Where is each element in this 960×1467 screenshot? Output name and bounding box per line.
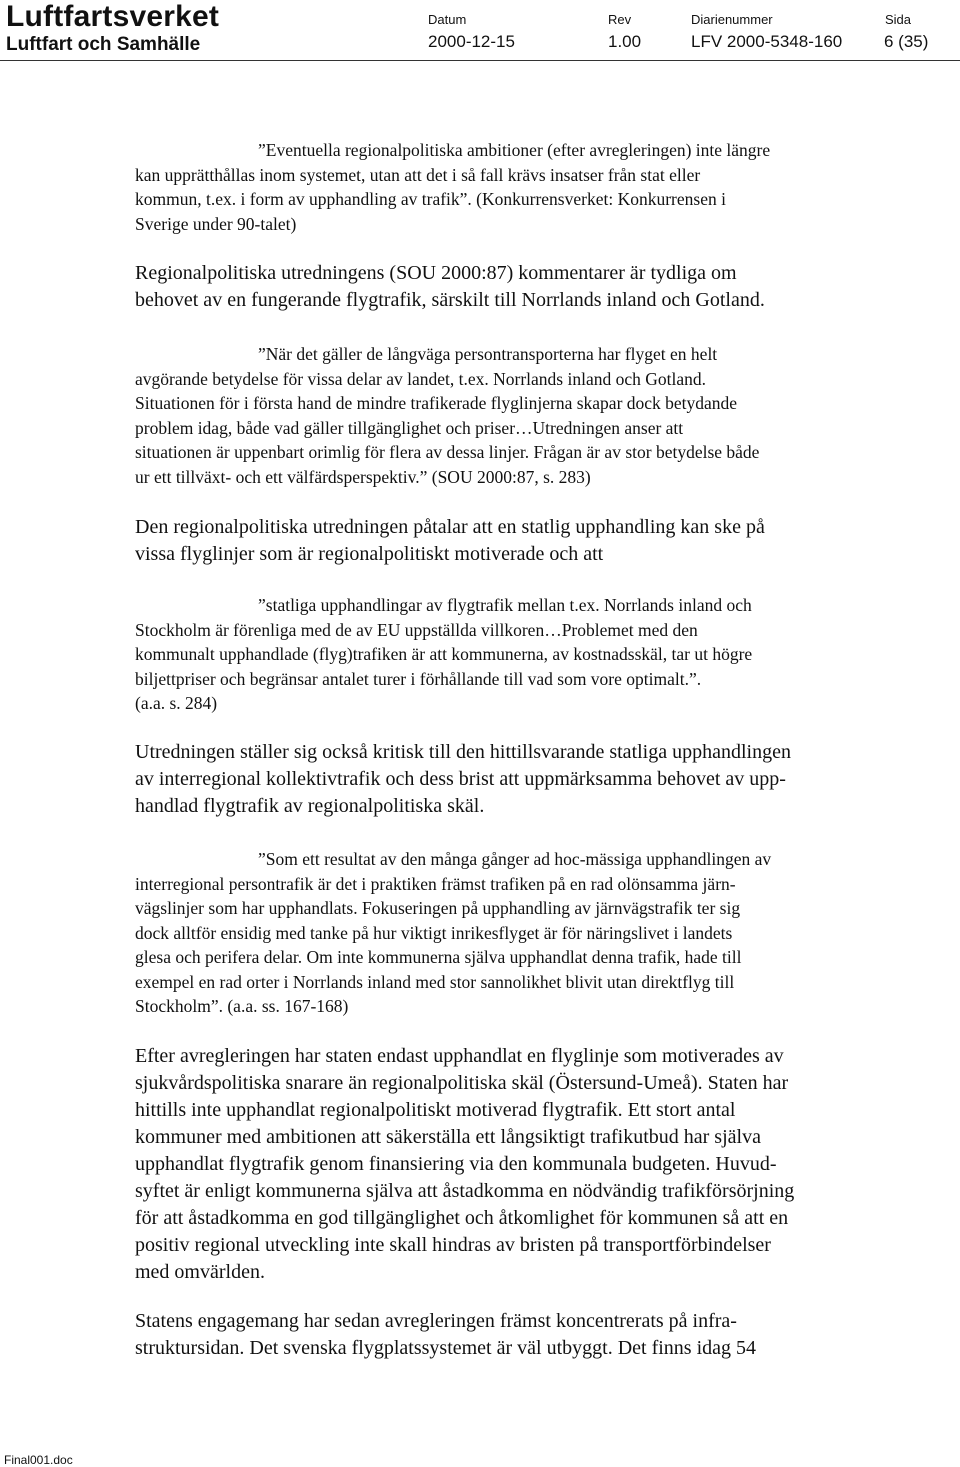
text-line: dock alltför ensidig med tanke på hur viktigt inrikesflyget är för näringslivet i landets	[135, 922, 733, 943]
text-line: av interregional kollektivtrafik och dess brist att uppmärksamma behovet av upp-	[135, 768, 786, 790]
text-line: situationen är uppenbart orimlig för flera av dessa linjer. Frågan är av stor betydelse både	[135, 442, 760, 462]
text-line: kommun, t.ex. i form av upphandling av trafik”. (Konkurrensverket: Konkurrensen i	[135, 189, 726, 209]
text-line: problem idag, både vad gäller tillgänglighet och priser…Utredningen anser att	[135, 417, 684, 438]
text-line: kommuner med ambitionen att säkerställa ett långsiktigt trafikutbud har själva	[135, 1126, 761, 1148]
text-line: Situationen för i första hand de mindre trafikerade flyglinjerna skapar dock betydande	[135, 393, 738, 413]
text-line: ”Som ett resultat av den många gånger ad hoc-mässiga upphandlingen av	[258, 849, 772, 869]
footer-filename: Final001.doc	[4, 1453, 73, 1467]
text-line: Utredningen ställer sig också kritisk till den hittillsvarande statliga upphandlingen	[135, 741, 791, 763]
header-rule	[0, 60, 960, 61]
text-line: Den regionalpolitiska utredningen påtalar att en statlig upphandling kan ske på	[135, 516, 765, 538]
body-paragraph-9	[135, 1308, 756, 1362]
text-line: avgörande betydelse för vissa delar av landet, t.ex. Norrlands inland och Gotland.	[135, 368, 706, 389]
text-line: Stockholm”. (a.a. ss. 167-168)	[135, 996, 349, 1016]
page-value: 6 (35)	[884, 32, 929, 51]
body-paragraph-4	[135, 514, 765, 568]
text-line: biljettpriser och begränsar antalet turer i förhållande till vad som vore optimalt.”.	[135, 668, 702, 689]
text-line: ur ett tillväxt- och ett välfärdsperspektiv.” (SOU 2000:87, s. 283)	[135, 466, 591, 487]
text-line: behovet av en fungerande flygtrafik, särskilt till Norrlands inland och Gotland.	[135, 289, 765, 311]
text-line: vissa flyglinjer som är regionalpolitiskt motiverade och att	[135, 543, 604, 565]
text-line: interregional persontrafik är det i praktiken främst trafiken på en rad olönsamma järn-	[135, 873, 736, 894]
date-value: 2000-12-15	[428, 32, 515, 51]
page-label: Sida	[885, 12, 912, 27]
text-line: kommunalt upphandlade (flyg)trafiken är att kommunerna, av kostnadsskäl, tar ut högre	[135, 644, 753, 664]
rev-value: 1.00	[608, 32, 642, 51]
text-line: Statens engagemang har sedan avregleringen främst koncentrerats på infra-	[135, 1310, 737, 1332]
text-line: syftet är enligt kommunerna själva att åstadkomma en nödvändig trafikförsörjning	[135, 1180, 795, 1202]
text-line: glesa och perifera delar. Om inte kommunerna själva upphandlat denna trafik, hade till	[135, 947, 742, 967]
text-line: handlad flygtrafik av regionalpolitiska skäl.	[135, 795, 485, 817]
text-line: Stockholm är förenliga med de av EU uppställda villkoren…Problemet med den	[135, 619, 698, 640]
body-paragraph-6	[135, 739, 791, 820]
rev-label: Rev	[608, 12, 632, 27]
text-line: exempel en rad orter i Norrlands inland med stor sannolikhet blivit utan direktflyg till	[135, 971, 735, 992]
text-line: ”Eventuella regionalpolitiska ambitioner (efter avregleringen) inte längre	[258, 140, 771, 160]
text-line: med omvärlden.	[135, 1261, 265, 1283]
text-line: hittills inte upphandlat regionalpolitiskt motiverad flygtrafik. Ett stort antal	[135, 1099, 736, 1121]
quote-paragraph-1	[135, 138, 770, 236]
text-line: ”När det gäller de långväga persontransporterna har flyget en helt	[258, 344, 718, 364]
diary-number-label: Diarienummer	[691, 12, 773, 27]
text-line: upphandlat flygtrafik genom finansiering via den kommunala budgeten. Huvud-	[135, 1153, 777, 1175]
body-paragraph-8	[135, 1043, 794, 1286]
text-line: sjukvårdspolitiska snarare än regionalpolitiska skäl (Östersund-Umeå). Staten har	[135, 1072, 789, 1094]
text-line: vägslinjer som har upphandlats. Fokuseringen på upphandling av järnvägstrafik ter sig	[135, 898, 741, 918]
text-line: Regionalpolitiska utredningens (SOU 2000:87) kommentarer är tydliga om	[135, 262, 737, 284]
text-line: kan upprätthållas inom systemet, utan att det i så fall krävs insatser från stat eller	[135, 164, 701, 185]
quote-paragraph-3	[135, 342, 759, 489]
quote-paragraph-5	[135, 593, 752, 716]
date-label: Datum	[428, 12, 467, 27]
body-paragraph-2	[135, 260, 765, 314]
department-name: Luftfart och Samhälle	[6, 34, 201, 55]
document-header	[0, 0, 960, 62]
text-line: ”statliga upphandlingar av flygtrafik mellan t.ex. Norrlands inland och	[258, 595, 752, 615]
org-name: Luftfartsverket	[6, 0, 220, 33]
text-line: för att åstadkomma en god tillgänglighet och åtkomlighet för kommunen så att en	[135, 1207, 789, 1229]
text-line: Efter avregleringen har staten endast upphandlat en flyglinje som motiverades av	[135, 1045, 784, 1067]
text-line: struktursidan. Det svenska flygplatssystemet är väl utbyggt. Det finns idag 54	[135, 1337, 757, 1359]
text-line: Sverige under 90-talet)	[135, 213, 297, 234]
diary-number-value: LFV 2000-5348-160	[691, 32, 843, 51]
quote-paragraph-7	[135, 847, 771, 1019]
text-line: (a.a. s. 284)	[135, 693, 218, 713]
text-line: positiv regional utveckling inte skall hindras av bristen på transportförbindelser	[135, 1234, 771, 1256]
